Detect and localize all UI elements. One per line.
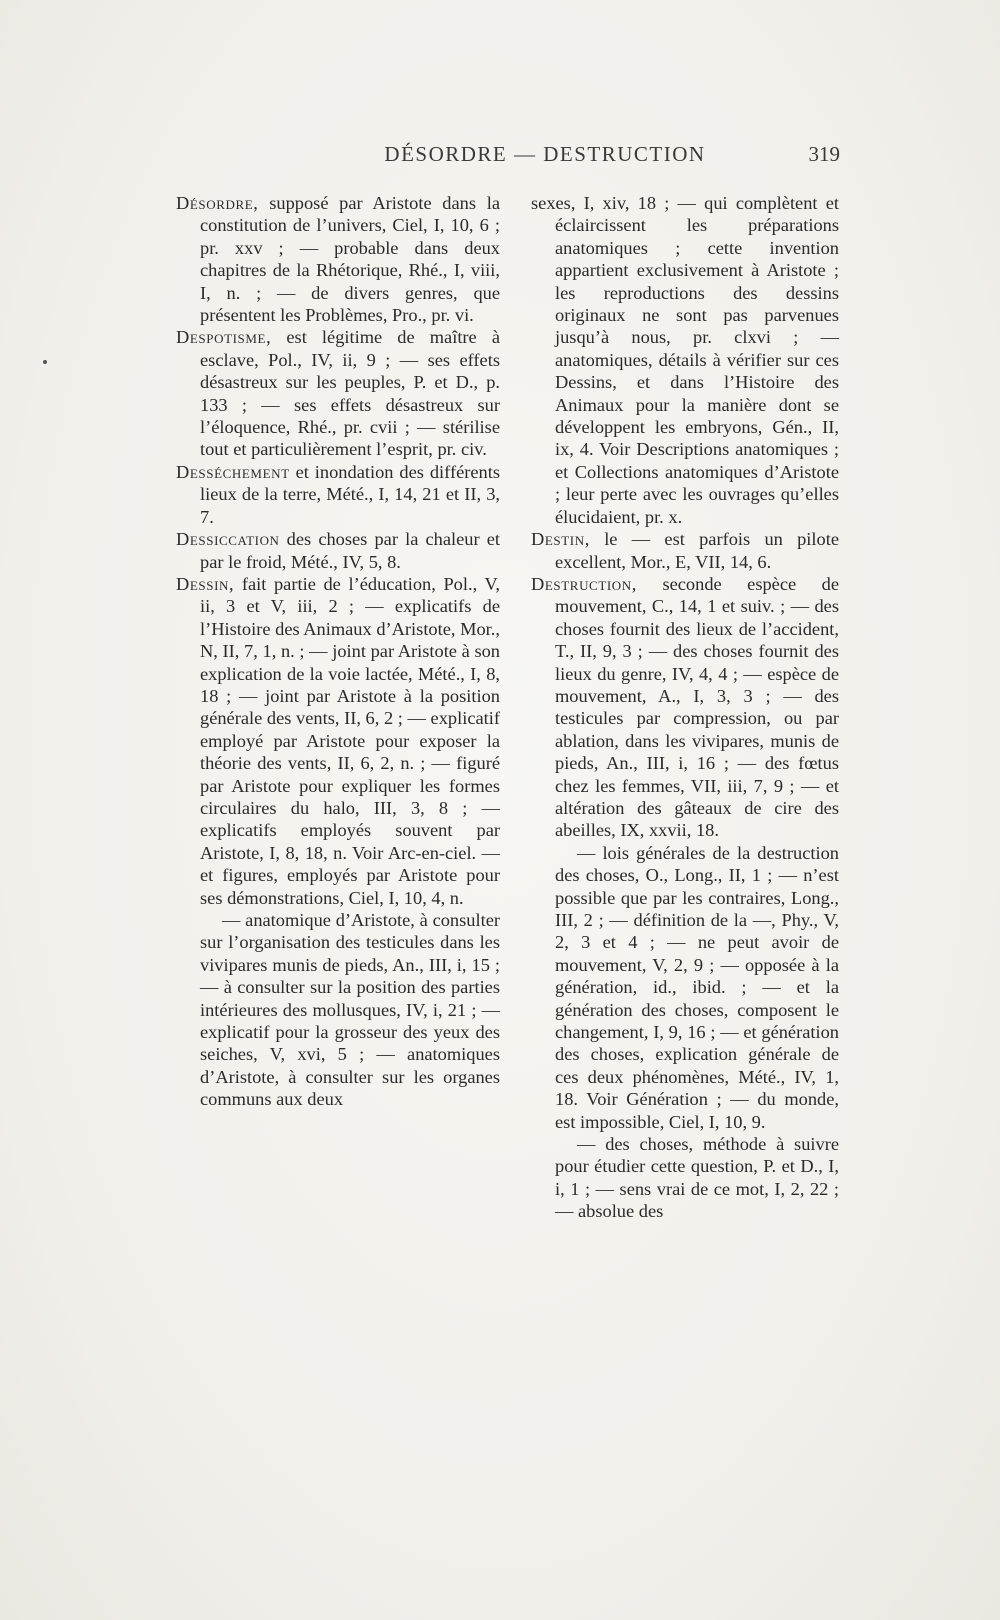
index-entry [176, 192, 500, 326]
margin-speck [43, 360, 47, 364]
entry-text: est légitime de maître à esclave, Pol., IV, ii, 9 ; — ses effets désastreux sur les peuples, P. et D., p. 133 ; — ses effets désastreux sur l’éloquence, Rhé., pr. cvii ; — stérilise tout et particulièrement l’esprit, pr. civ. [200, 327, 500, 460]
entry-text: fait partie de l’éducation, Pol., V, ii, 3 et V, iii, 2 ; — explicatifs de l’Histoire des Animaux d’Aristote, Mor., N, II, 7, 1, n. ; — joint par Aristote à son explication de la voie lactée, Mété., I, 8, 18 ; — joint par Aristote à la position générale des vents, II, 6, 2 ; — explicatif employé par Aristote pour exposer la théorie des vents, II, 6, 2, n. ; — figuré par Aristote pour expliquer les formes circulaires du halo, III, 3, 8 ; — explicatifs employés souvent par Aristote, I, 8, 18, n. Voir Arc-en-ciel. — et figures, employés par Aristote pour ses démonstrations, Ciel, I, 10, 4, n. [200, 573, 500, 908]
entry-continuation: sexes, I, xiv, 18 ; — qui complètent et éclaircissent les préparations anatomiques ; cette invention appartient exclusivement à Aristote ; les reproductions des dessins originaux ne sont pas parvenues jusqu’à nous, pr. clxvi ; — anatomiques, détails à vérifier sur ces Dessins, et dans l’Histoire des Animaux pour la manière dont se développent les embryons, Gén., II, ix, 4. Voir Descriptions anatomiques ; et Collections anatomiques d’Aristote ; leur perte avec les ouvrages qu’elles élucidaient, pr. x. [531, 193, 839, 527]
entry-headword: Désordre, [176, 193, 259, 213]
index-entry [531, 573, 839, 842]
entry-headword: Destruction, [531, 573, 637, 594]
index-entry [176, 528, 500, 573]
running-head [170, 142, 840, 172]
entry-text: et inondation des différents lieux de la terre, Mété., I, 14, 21 et II, 3, 7. [200, 461, 500, 527]
index-entry [531, 528, 839, 573]
index-entry [176, 461, 500, 528]
entry-subparagraph: — lois générales de la destruction des choses, O., Long., II, 1 ; — n’est possible que par les contraires, Long., III, 2 ; — définition de la —, Phy., V, 2, 3 et 4 ; — ne peut avoir de mouvement, V, 2, 9 ; — opposée à la génération, id., ibid. ; — et la génération des choses, composent le changement, I, 9, 16 ; — et génération des choses, explication générale de ces deux phénomènes, Mété., IV, 1, 18. Voir Génération ; — du monde, est impossible, Ciel, I, 10, 9. [555, 842, 839, 1132]
entry-text: supposé par Aristote dans la constitution de l’univers, Ciel, I, 10, 6 ; pr. xxv ; — probable dans deux chapitres de la Rhétorique, Rhé., I, viii, I, n. ; — de divers genres, que présentent les Problèmes, Pro., pr. vi. [200, 193, 500, 326]
entry-text: le — est parfois un pilote excellent, Mor., E, VII, 14, 6. [555, 529, 839, 572]
running-title: DÉSORDRE — DESTRUCTION [384, 142, 706, 166]
right-column [531, 192, 839, 1223]
entry-subparagraph: — des choses, méthode à suivre pour étudier cette question, P. et D., I, i, 1 ; — sens vrai de ce mot, I, 2, 22 ; — absolue des [555, 1134, 839, 1222]
entry-headword: Despotisme, [176, 327, 272, 348]
entry-headword: Destin, [531, 529, 590, 550]
entry-headword: Desséchement [176, 461, 290, 482]
entry-text: seconde espèce de mouvement, C., 14, 1 et suiv. ; — des choses fournit des lieux de l’accident, T., II, 9, 3 ; — des choses fournit des lieux du genre, IV, 4, 4 ; — espèce de mouvement, A., I, 3, 3 ; — des testicules par compression, ou par ablation, dans les vivipares, munis de pieds, An., III, i, 16 ; — des fœtus chez les femmes, VII, iii, 7, 9 ; — et altération des gâteaux de cire des abeilles, IX, xxvii, 18. [555, 573, 839, 841]
entry-headword: Dessin, [176, 573, 235, 594]
index-entry [176, 326, 500, 460]
page-number: 319 [808, 142, 840, 166]
entry-subparagraph: — anatomique d’Aristote, à consulter sur l’organisation des testicules dans les vivipares munis de pieds, An., III, i, 15 ; — à consulter sur la position des parties intérieures des mollusques, IV, i, 21 ; — explicatif pour la grosseur des yeux des seiches, V, xvi, 5 ; — anatomiques d’Aristote, à consulter sur les organes communs aux deux [200, 910, 500, 1110]
index-entry [176, 573, 500, 909]
entry-headword: Dessiccation [176, 529, 280, 550]
left-column [176, 192, 500, 1111]
entry-text: des choses par la chaleur et par le froid, Mété., IV, 5, 8. [200, 529, 500, 572]
